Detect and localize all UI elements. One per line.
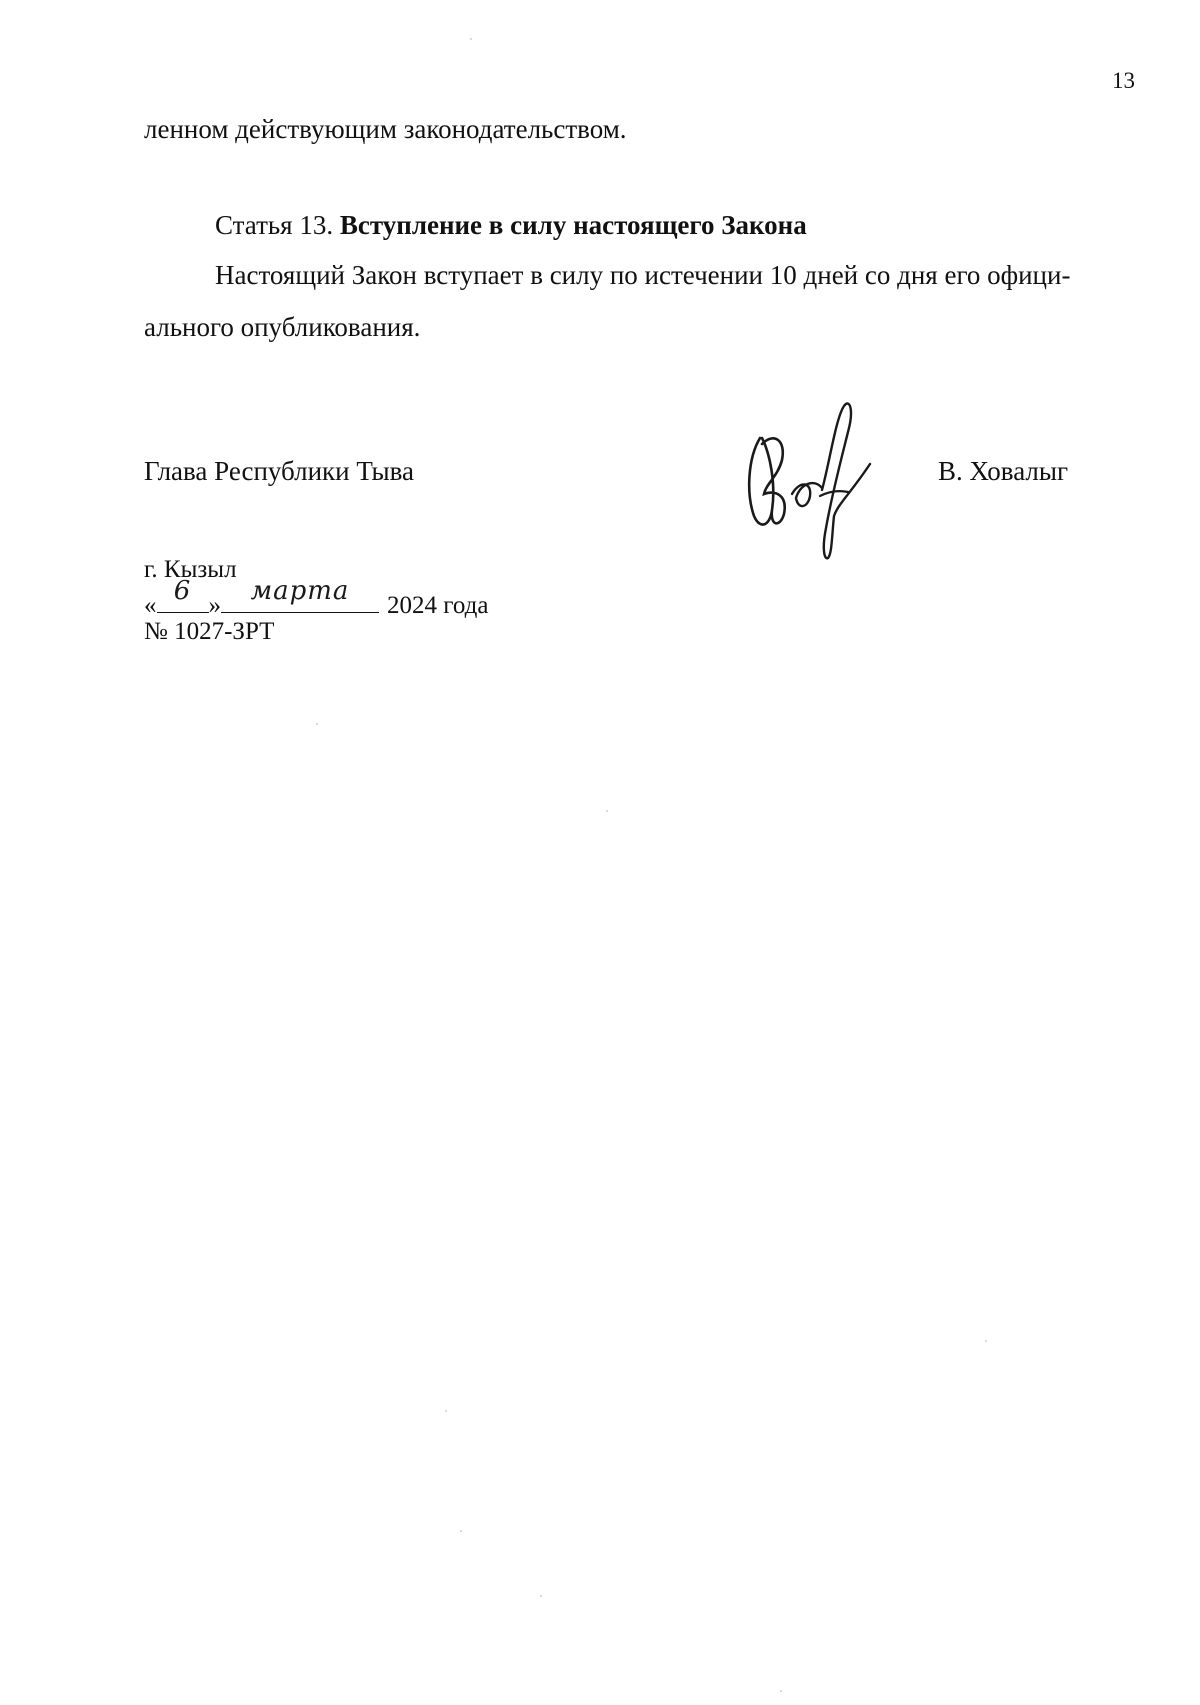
- article-text-line-1: Настоящий Закон вступает в силу по истечении 10 дней со дня его офици-: [215, 260, 1071, 290]
- article-heading: [215, 212, 807, 239]
- scan-speck: [460, 1530, 462, 1532]
- scan-speck: [316, 723, 318, 725]
- scan-speck: [445, 1410, 447, 1412]
- article-label: Статья 13.: [215, 210, 334, 240]
- date-open-quote: «: [144, 592, 157, 619]
- scan-speck: [985, 1340, 987, 1342]
- scan-speck: [540, 1595, 542, 1597]
- article-text-line-2: ального опубликования.: [144, 312, 421, 342]
- date-close-quote: »: [208, 592, 221, 619]
- date-year: 2024 года: [387, 592, 489, 619]
- continuation-text: ленном действующим законодательством.: [144, 114, 627, 144]
- place-of-signing: г. Кызыл: [144, 556, 237, 583]
- signatory-name: В. Ховалыг: [938, 456, 1069, 486]
- date-day-handwritten: 6: [173, 576, 192, 606]
- signing-date: [144, 576, 489, 620]
- date-month-handwritten: марта: [250, 576, 350, 606]
- page-number: 13: [1112, 68, 1135, 93]
- date-day-field: [157, 576, 209, 613]
- scan-speck: [470, 38, 472, 40]
- handwritten-signature: [740, 398, 880, 563]
- scan-speck: [780, 1690, 782, 1692]
- scan-speck: [606, 810, 608, 812]
- article-title: Вступление в силу настоящего Закона: [339, 210, 807, 240]
- date-month-field: [221, 576, 379, 613]
- law-number: № 1027-ЗРТ: [144, 618, 275, 645]
- signatory-title: Глава Республики Тыва: [144, 456, 415, 486]
